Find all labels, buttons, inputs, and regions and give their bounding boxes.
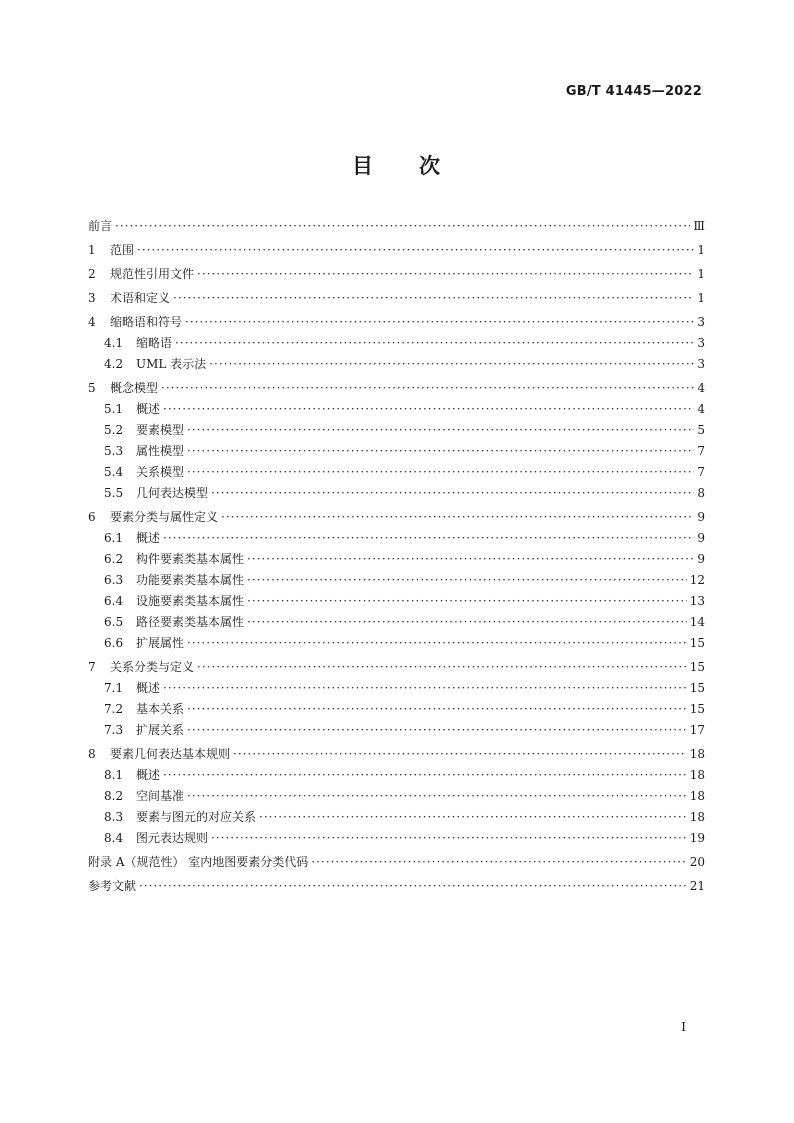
toc-entry-number: 6 <box>88 510 96 524</box>
toc-entry-label: 要素模型 <box>136 423 185 437</box>
toc-entry[interactable] <box>88 720 705 741</box>
toc-entry[interactable] <box>88 399 705 420</box>
toc-leader-dots <box>115 216 690 237</box>
toc-entry-number: 7.3 <box>104 723 124 737</box>
toc-entry[interactable] <box>88 570 705 591</box>
toc-entry-label: 前言 <box>88 219 113 233</box>
toc-entry-label: 关系模型 <box>136 465 185 479</box>
toc-entry-number: 5.2 <box>104 423 124 437</box>
toc-entry-label: 范围 <box>110 243 135 257</box>
toc-entry-label: 属性模型 <box>136 444 185 458</box>
table-of-contents <box>88 216 705 897</box>
toc-entry-label: 基本关系 <box>136 702 185 716</box>
toc-entry-label: 概述 <box>136 531 161 545</box>
toc-entry[interactable] <box>88 786 705 807</box>
toc-entry-number: 1 <box>88 243 96 257</box>
toc-entry-page: 3 <box>697 336 705 350</box>
toc-entry[interactable] <box>88 591 705 612</box>
toc-entry-page: 1 <box>697 291 705 305</box>
toc-entry[interactable] <box>88 678 705 699</box>
toc-entry-number: 7.2 <box>104 702 124 716</box>
toc-entry-number: 8.2 <box>104 789 124 803</box>
toc-entry-label: 路径要素类基本属性 <box>136 615 245 629</box>
toc-entry[interactable] <box>88 507 705 528</box>
toc-entry-page: 18 <box>689 810 705 824</box>
toc-leader-dots <box>187 786 687 807</box>
toc-entry-page: 3 <box>697 315 705 329</box>
toc-entry-number: 7.1 <box>104 681 124 695</box>
toc-entry-label: 扩展关系 <box>136 723 185 737</box>
toc-entry-label: 概述 <box>136 681 161 695</box>
toc-leader-dots <box>187 420 694 441</box>
title-char-2: 次 <box>419 154 442 178</box>
toc-entry-label: 空间基准 <box>136 789 185 803</box>
toc-entry-page: Ⅲ <box>693 219 705 233</box>
toc-entry[interactable] <box>88 441 705 462</box>
standard-number: GB/T 41445—2022 <box>565 84 702 99</box>
toc-entry[interactable] <box>88 633 705 654</box>
toc-entry-page: 8 <box>697 486 705 500</box>
toc-entry[interactable] <box>88 852 705 873</box>
toc-entry-page: 1 <box>697 267 705 281</box>
toc-entry-page: 4 <box>697 402 705 416</box>
toc-entry-page: 5 <box>697 423 705 437</box>
toc-entry[interactable] <box>88 744 705 765</box>
page-number: Ⅰ <box>681 1020 686 1034</box>
toc-entry-number: 6.4 <box>104 594 124 608</box>
toc-entry-number: 4 <box>88 315 96 329</box>
toc-entry-page: 4 <box>697 381 705 395</box>
toc-entry-page: 18 <box>689 789 705 803</box>
toc-leader-dots <box>197 264 694 285</box>
toc-entry-number: 5.1 <box>104 402 124 416</box>
toc-entry-label: 概述 <box>136 768 161 782</box>
toc-entry-page: 21 <box>689 879 705 893</box>
toc-entry[interactable] <box>88 378 705 399</box>
toc-leader-dots <box>187 633 687 654</box>
toc-entry[interactable] <box>88 765 705 786</box>
toc-entry-page: 18 <box>689 768 705 782</box>
toc-entry-page: 9 <box>697 531 705 545</box>
toc-entry-label: 术语和定义 <box>110 291 171 305</box>
toc-entry[interactable] <box>88 333 705 354</box>
toc-entry-label: 概念模型 <box>110 381 159 395</box>
toc-entry-number: 6.6 <box>104 636 124 650</box>
toc-entry-number: 6.5 <box>104 615 124 629</box>
toc-entry-label: 关系分类与定义 <box>110 660 195 674</box>
toc-leader-dots <box>173 288 694 309</box>
toc-entry-number: 5.5 <box>104 486 124 500</box>
toc-entry-page: 3 <box>697 357 705 371</box>
toc-entry-label: 规范性引用文件 <box>110 267 195 281</box>
title-char-1: 目 <box>352 154 375 178</box>
toc-entry-label: 几何表达模型 <box>136 486 209 500</box>
toc-entry[interactable] <box>88 828 705 849</box>
toc-entry-page: 7 <box>697 465 705 479</box>
toc-entry-label: 功能要素类基本属性 <box>136 573 245 587</box>
toc-entry[interactable] <box>88 264 705 285</box>
toc-entry-number: 4.2 <box>104 357 124 371</box>
toc-leader-dots <box>211 483 694 504</box>
toc-entry-page: 14 <box>689 615 705 629</box>
toc-entry-label: 构件要素类基本属性 <box>136 552 245 566</box>
toc-entry-page: 15 <box>689 702 705 716</box>
toc-entry-page: 1 <box>697 243 705 257</box>
toc-entry[interactable] <box>88 876 705 897</box>
toc-entry[interactable] <box>88 420 705 441</box>
toc-leader-dots <box>163 678 687 699</box>
toc-entry-label: 设施要素类基本属性 <box>136 594 245 608</box>
toc-entry-number: 2 <box>88 267 96 281</box>
toc-entry[interactable] <box>88 699 705 720</box>
toc-entry-page: 13 <box>689 594 705 608</box>
toc-entry[interactable] <box>88 528 705 549</box>
toc-entry-number: 4.1 <box>104 336 124 350</box>
toc-entry-label: 缩略语和符号 <box>110 315 183 329</box>
toc-entry-page: 17 <box>689 723 705 737</box>
toc-entry[interactable] <box>88 462 705 483</box>
toc-entry-page: 12 <box>689 573 705 587</box>
toc-entry-number: 8.4 <box>104 831 124 845</box>
toc-entry-label: 概述 <box>136 402 161 416</box>
toc-entry[interactable] <box>88 612 705 633</box>
toc-entry[interactable] <box>88 483 705 504</box>
toc-leader-dots <box>247 570 687 591</box>
page-title <box>0 150 794 180</box>
toc-entry-number: 5.4 <box>104 465 124 479</box>
toc-entry-page: 15 <box>689 681 705 695</box>
toc-entry-number: 5.3 <box>104 444 124 458</box>
toc-leader-dots <box>311 852 686 873</box>
toc-entry-number: 6.2 <box>104 552 124 566</box>
toc-entry[interactable] <box>88 549 705 570</box>
toc-entry-number: 8.3 <box>104 810 124 824</box>
toc-entry-label: 附录 A（规范性） 室内地图要素分类代码 <box>88 855 309 869</box>
toc-leader-dots <box>247 612 687 633</box>
toc-entry-page: 15 <box>689 636 705 650</box>
toc-entry-number: 3 <box>88 291 96 305</box>
toc-leader-dots <box>247 549 694 570</box>
toc-entry[interactable] <box>88 288 705 309</box>
toc-entry-page: 9 <box>697 510 705 524</box>
toc-leader-dots <box>187 441 694 462</box>
toc-leader-dots <box>137 240 694 261</box>
toc-leader-dots <box>197 657 687 678</box>
toc-leader-dots <box>209 354 694 375</box>
toc-leader-dots <box>161 378 694 399</box>
toc-entry-label: 扩展属性 <box>136 636 185 650</box>
toc-entry[interactable] <box>88 312 705 333</box>
toc-leader-dots <box>259 807 687 828</box>
toc-leader-dots <box>139 876 687 897</box>
toc-leader-dots <box>187 462 694 483</box>
toc-leader-dots <box>187 720 687 741</box>
toc-entry-number: 8 <box>88 747 96 761</box>
toc-entry-number: 8.1 <box>104 768 124 782</box>
toc-leader-dots <box>163 528 694 549</box>
toc-entry-page: 7 <box>697 444 705 458</box>
toc-entry[interactable] <box>88 240 705 261</box>
toc-entry-label: 要素几何表达基本规则 <box>110 747 231 761</box>
toc-entry[interactable] <box>88 657 705 678</box>
toc-leader-dots <box>233 744 687 765</box>
toc-entry-number: 6.3 <box>104 573 124 587</box>
toc-entry[interactable] <box>88 216 705 237</box>
toc-entry-label: 要素分类与属性定义 <box>110 510 219 524</box>
toc-entry-page: 20 <box>689 855 705 869</box>
toc-entry[interactable] <box>88 807 705 828</box>
toc-entry-label: 要素与图元的对应关系 <box>136 810 257 824</box>
toc-entry-page: 15 <box>689 660 705 674</box>
toc-entry-label: 图元表达规则 <box>136 831 209 845</box>
toc-entry-number: 7 <box>88 660 96 674</box>
toc-entry[interactable] <box>88 354 705 375</box>
toc-leader-dots <box>175 333 694 354</box>
toc-entry-label: 缩略语 <box>136 336 173 350</box>
toc-leader-dots <box>187 699 687 720</box>
toc-entry-number: 5 <box>88 381 96 395</box>
toc-entry-label: 参考文献 <box>88 879 137 893</box>
toc-leader-dots <box>185 312 694 333</box>
toc-leader-dots <box>221 507 694 528</box>
toc-entry-page: 18 <box>689 747 705 761</box>
toc-leader-dots <box>211 828 687 849</box>
toc-entry-number: 6.1 <box>104 531 124 545</box>
toc-leader-dots <box>163 765 687 786</box>
toc-entry-page: 9 <box>697 552 705 566</box>
toc-leader-dots <box>247 591 687 612</box>
toc-entry-label: UML 表示法 <box>136 357 207 371</box>
toc-entry-page: 19 <box>689 831 705 845</box>
toc-leader-dots <box>163 399 694 420</box>
